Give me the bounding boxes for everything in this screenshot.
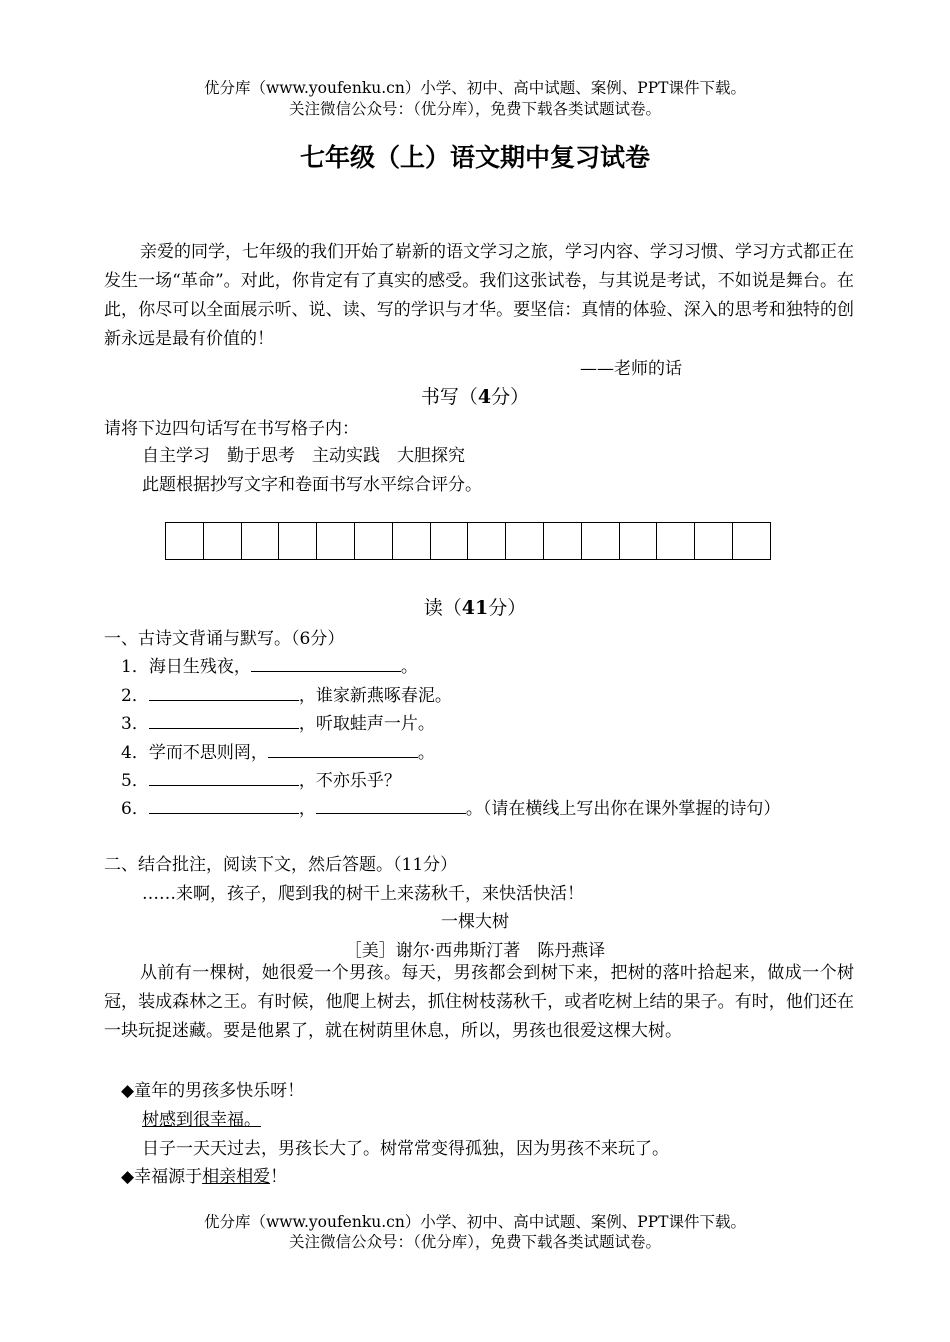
answer-blank[interactable] — [149, 683, 299, 701]
answer-blank[interactable] — [149, 711, 299, 729]
writing-grid-cell[interactable] — [166, 522, 204, 560]
writing-instruction: 请将下边四句话写在书写格子内： — [104, 419, 359, 439]
intro-signature: ——老师的话 — [580, 359, 682, 379]
writing-grid-cell[interactable] — [544, 522, 582, 560]
underlined-sentence: 树感到很幸福。 — [142, 1110, 261, 1130]
q2-epigraph: ……来啊，孩子，爬到我的树干上来荡秋千，来快活快活！ — [142, 884, 584, 904]
writing-phrases: 自主学习 勤于思考 主动实践 大胆探究 — [142, 446, 465, 466]
q1-item-6: 6． ， 。（请在横线上写出你在课外掌握的诗句） — [121, 794, 780, 819]
writing-grid-cell[interactable] — [431, 522, 469, 560]
q1-title: 一、古诗文背诵与默写。（6分） — [104, 629, 345, 649]
writing-grid — [165, 522, 771, 560]
answer-blank[interactable] — [149, 796, 299, 814]
footer-line-1: 优分库（www.youfenku.cn）小学、初中、高中试题、案例、PPT课件下载。 — [203, 1213, 747, 1231]
reading-heading: 读（41分） — [423, 597, 527, 619]
answer-blank[interactable] — [251, 654, 401, 672]
answer-blank[interactable] — [149, 768, 299, 786]
writing-heading: 书写（4分） — [420, 386, 530, 408]
answer-blank[interactable] — [268, 740, 418, 758]
header-line-2: 关注微信公众号：（优分库），免费下载各类试题试卷。 — [288, 100, 661, 118]
writing-grid-cell[interactable] — [355, 522, 393, 560]
footer-line-2: 关注微信公众号：（优分库），免费下载各类试题试卷。 — [288, 1233, 661, 1251]
q1-item-5: 5． ，不亦乐乎？ — [121, 766, 401, 791]
page-title: 七年级（上）语文期中复习试卷 — [299, 143, 650, 172]
intro-paragraph: 亲爱的同学，七年级的我们开始了崭新的语文学习之旅，学习内容、学习习惯、学习方式都正在发生一场“革命”。对此，你肯定有了真实的感受。我们这张试卷，与其说是考试，不如说是舞台。在此，你尽可以全面展示听、说、读、写的学识与才华。要坚信：真情的体验、深入的思考和独特的创新永远是最有价值的！ — [104, 242, 854, 349]
q1-item-2: 2． ，谁家新燕啄春泥。 — [121, 681, 452, 706]
writing-grid-cell[interactable] — [279, 522, 317, 560]
writing-grid-cell[interactable] — [506, 522, 544, 560]
story-paragraph-2: 日子一天天过去，男孩长大了。树常常变得孤独，因为男孩不来玩了。 — [142, 1139, 669, 1159]
writing-grid-cell[interactable] — [582, 522, 620, 560]
q1-item-4: 4．学而不思则罔， 。 — [121, 738, 435, 763]
q2-title: 二、结合批注，阅读下文，然后答题。（11分） — [104, 855, 458, 875]
writing-grid-cell[interactable] — [657, 522, 695, 560]
annotation-1: ◆童年的男孩多快乐呀！ — [121, 1081, 305, 1101]
story-title: 一棵大树 — [441, 912, 509, 932]
writing-grid-cell[interactable] — [695, 522, 733, 560]
q1-item-1: 1．海日生残夜， 。 — [121, 652, 418, 677]
writing-note: 此题根据抄写文字和卷面书写水平综合评分。 — [142, 475, 482, 495]
story-paragraph-1: 从前有一棵树，她很爱一个男孩。每天，男孩都会到树下来，把树的落叶拾起来，做成一个树冠，装成森林之王。有时候，他爬上树去，抓住树枝荡秋千，或者吃树上结的果子。有时，他们还在一块玩捉迷藏。要是他累了，就在树荫里休息，所以，男孩也很爱这棵大树。 — [104, 963, 854, 1041]
answer-blank[interactable] — [316, 796, 466, 814]
writing-grid-cell[interactable] — [733, 522, 771, 560]
header-line-1: 优分库（www.youfenku.cn）小学、初中、高中试题、案例、PPT课件下载。 — [203, 79, 747, 97]
writing-grid-cell[interactable] — [620, 522, 658, 560]
writing-grid-cell[interactable] — [468, 522, 506, 560]
writing-grid-cell[interactable] — [204, 522, 242, 560]
q1-item-3: 3． ，听取蛙声一片。 — [121, 709, 435, 734]
annotation-2: ◆幸福源于相亲相爱！ — [121, 1167, 288, 1187]
story-author: ［美］谢尔·西弗斯汀著 陈丹燕译 — [344, 941, 606, 961]
writing-grid-cell[interactable] — [393, 522, 431, 560]
writing-grid-cell[interactable] — [242, 522, 280, 560]
writing-grid-cell[interactable] — [317, 522, 355, 560]
